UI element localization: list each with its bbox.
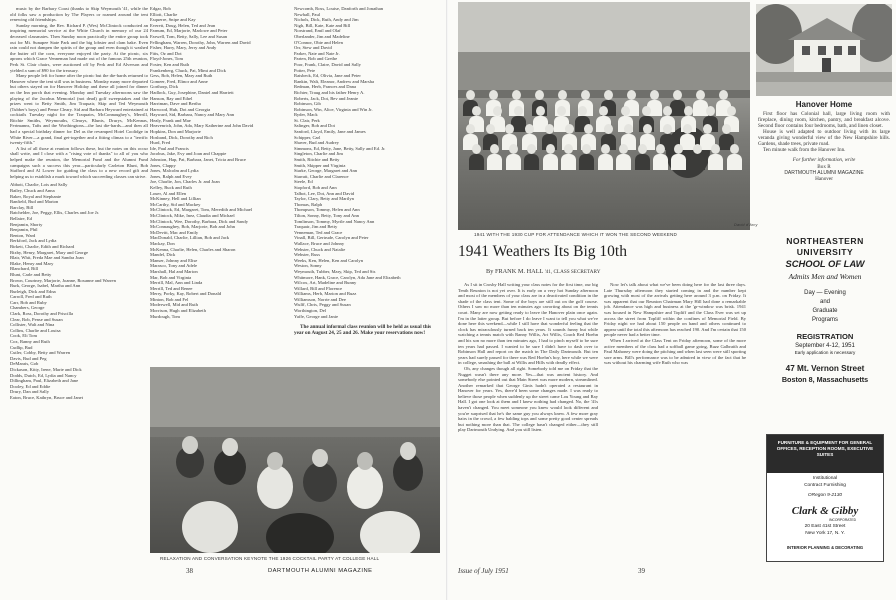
attendee-entry: Banfield, Bud and Marion	[10, 199, 59, 205]
cocktail-party-photo	[150, 367, 440, 553]
attendee-entry: Murdough, Tom	[150, 313, 180, 319]
hanover-home-photo	[756, 4, 892, 96]
attendee-entry: Salinger, Bob and Dot	[294, 123, 335, 129]
law-ad-schedule-3: Graduate	[812, 308, 838, 314]
person-body	[653, 154, 668, 170]
attendee-entry: Cutler, Cobby, Betty and Warren	[10, 350, 71, 356]
attendee-entry: Whitmore, Hank, Grace, Carolyn, Ada Jane and Elizabeth	[294, 274, 401, 280]
person-body	[561, 154, 576, 170]
attendee-entry: Merry, Porky, Kay, Robert and Donald	[150, 291, 222, 297]
person-head	[604, 124, 613, 134]
hanover-home-info: For further information, write	[792, 157, 856, 163]
person-head	[466, 124, 475, 134]
person-body	[487, 154, 502, 170]
class-photo-caption: 1941 WITH THE 1930 CUP FOR ATTENDANCE WHICH IT WON THE SECOND WEEKEND	[474, 232, 678, 237]
attendee-entry: Schipper, Carl	[294, 134, 321, 140]
attendee-entry: Merrill, Ted and Renee	[150, 285, 193, 291]
attendee-entry: Parker, Nate and Nate Jr.	[294, 50, 340, 56]
attendee-entry: Benjamin, Shorty	[10, 221, 43, 227]
attendee-entry: Cox, Ranny and Ruth	[10, 339, 50, 345]
person-head	[505, 124, 514, 134]
person-body	[708, 154, 723, 170]
attendee-entry: Hadlock, Guy, Josephine, Daniel and Harriett	[150, 89, 234, 95]
attendee-entry: Blunt, Carle and Betty	[10, 271, 52, 277]
attendee-entry: Richter, Traug and his father Henry A.	[294, 89, 365, 95]
attendee-entry: Marasco, Tony and Adele	[150, 263, 198, 269]
person-head	[730, 144, 739, 154]
person-head	[642, 106, 651, 116]
attendee-entry: Bellaire, Ed	[10, 215, 32, 221]
law-ad-tagline: Admits Men and Women	[788, 272, 862, 281]
article-column-1-text	[458, 282, 598, 433]
issue-date: Issue of July 1951	[458, 567, 509, 575]
person-head	[581, 90, 590, 100]
clark-ad-address-2: New York 17, N. Y.	[805, 531, 845, 536]
attendee-entry: Marshall, Hal and Marion	[150, 268, 198, 274]
attendee-entry: Frankenberg, Chuck, Pat, Mimi and Dick	[150, 67, 226, 73]
attendee-entry: Carroll, Fred and Ruth	[10, 294, 52, 300]
person-head	[512, 90, 521, 100]
law-ad-line-3: SCHOOL OF LAW	[785, 258, 865, 269]
person-head	[619, 144, 628, 154]
person-body	[727, 154, 742, 170]
class-group-photo	[458, 2, 750, 230]
person-head	[683, 124, 692, 134]
attendee-entry: Tomlinson, Tommy, Myrtle and Nancy Ann	[294, 218, 375, 224]
attendee-entry: McConnaughey, Bob, Marjorie, Bob and John	[150, 224, 235, 230]
attendee-entry: McKenna, Charlie, Helen, Charles and Sharon	[150, 246, 236, 252]
page-number-right: 39	[638, 567, 645, 575]
attendee-entry: Hayward, Sid, Barbara, Nancy and Mary Ann	[150, 112, 235, 118]
attendee-entry: Simmons, Ed, Betty, Jane, Betty, Sally and Ed. Jr.	[294, 145, 386, 151]
attendee-entry: Manser, Johnny and Elise	[150, 257, 198, 263]
person-head	[525, 124, 534, 134]
attendee-list-2	[150, 6, 290, 319]
attendee-entry: O'Connor, Obie and Helen	[294, 39, 343, 45]
attendee-entry: Gess, Bob, Helen, Mary and Ruth	[150, 73, 213, 79]
person-body	[506, 154, 521, 170]
person-body	[469, 154, 484, 170]
column-1	[10, 6, 148, 561]
hanover-home-box: Box R	[817, 164, 831, 170]
attendee-entry: McClintock, Wee, Dorothy, Barbara, Dick and Sandy	[150, 218, 248, 224]
attendee-entry: Harriman, Dave and Bertha	[150, 101, 201, 107]
article-column-2-paragraph: When I arrived at the Class Tent on Friday afternoon, some of the more active members of the class had a softball game going, Buzz Galbraith and Paul Mahoney were doing the pitching and when last seen were still sporting sore arms. Bill's performance was to be admired in view of the fact that he was without his charming wife Ruth who was	[604, 337, 746, 366]
column-1-paragraph: Many people left for home after the picnic but the die-hards returned to Hanover where the tent still was in business. Monday many more departed but others stayed on for Hanover Holiday and these all joined for dinner on the Inn porch that evening. Monday and Tuesday afternoons saw the playing of the Jacobus Memorial (not dead) golf sweepstakes and the prizes went to Betty Smith, Jim Traquair, Skip and Ted Weymouth (Tubber's boys) and Pense Cleary. Sid and Barbara Heyward entertained at cocktails Tuesday night for the Traquairs, McConnaughey's, Merrill, Ritchie Smiths, Weymouths, Clearys, Blunts, Drurys, McKennas, Fertmanns, Tafts and the Worthingtons—the last die-hards—and then all had a special birthday dinner for Del as the revamped Hotel Coolidge in White River—a grand, final get-together and a fitting climax to a "terrific twenty-fifth."	[10, 73, 148, 146]
attendee-entry: Webster, Russ	[294, 252, 320, 258]
attendee-entry: Jacobus, Jake, Evy and Joan and Chappie	[150, 151, 227, 157]
northeastern-law-ad	[758, 236, 892, 426]
hanover-home-text-1: First floor has Colonial hall, large living room with fireplace, dining room, kitchen, pantry, and breakfast alcove. Second floor contains four bedrooms, bath, and linen closet.	[758, 111, 890, 129]
attendee-entry: Traquair, Jim and Betty	[294, 224, 338, 230]
person-head	[663, 106, 672, 116]
person-head	[627, 90, 636, 100]
clark-ad-header	[767, 435, 883, 473]
clark-ad-logo-sub: INCORPORATED	[829, 518, 857, 522]
attendee-entry: Fitts, Oz and Dot	[150, 50, 182, 56]
attendee-entry: Johnston, Hap, Pat, Barbara, Janet, Tricia and Bruce	[150, 157, 246, 163]
attendee-entry: Venneman, Ted and Grace	[294, 229, 343, 235]
attendee-entry: Weymouth, Tubber, Mary, Skip, Ted and Sis	[294, 268, 376, 274]
byline-prefix: By	[486, 268, 494, 275]
attendee-entry: Brown, Courtney, Marjorie, Joanne, Roxanne and Warren	[10, 277, 116, 283]
law-ad-address-2: Boston 8, Massachusetts	[781, 375, 869, 384]
attendee-entry: Heavenrich, John, Ada, Mary Katherine and John David	[150, 123, 254, 129]
column-1-paragraph: A list of all those at reunion follows these, but the notes on this occur shall write, and I close with a "rising vote of thanks" to all of you who helped make the reunion, the Memorial Fund and the Alumni Fund campaigns such a success this year—particularly Carleton Blunt, Bob Stafford and Al Lower for guiding the class to a new record gift and helping us to establish a mark toward which succeeding classes can strive.	[10, 145, 148, 179]
attendee-entry: Hanson, Ray and Ethel	[150, 95, 193, 101]
attendee-entry: Barclay, Bill	[10, 204, 34, 210]
attendee-entry: Collins, Charlie and Louisa	[10, 327, 61, 333]
person-head	[601, 144, 610, 154]
article-column-1-paragraph: As I sit in Crosby Hall writing your class notes for the first time, our big Tenth Reunion is not yet over. It is early on a very hot Sunday afternoon and most of the members of your class are in a deactivated condition in the shade of the class tent. Some of the boys are still out on the golf course. Others I saw no more than ten minutes ago cavorting about on the tennis court. Many are now getting ready to leave the Hanover plain once again. I'm in the latter group. But before I do leave I want to tell you what we've done here this weekend—while I still have that wonderful feeling that the clock has miraculously turned back ten years. It sounds funny but while watching a tennis match with Ranny Willis, Art Willis, Coach Red Hoehn and his son no more than ten minutes ago, I had to pinch myself to be sure ten years had passed. I wanted to be sure I didn't have to dash over to Robinson Hall and report on the match in The Daily Dartmouth. But ten years had surely passed for there was Red Hoehn's boy, here while we were in college, smashing the ball at Willis and Hills with deadly effect.	[458, 282, 598, 366]
photo-figures	[150, 367, 440, 553]
attendee-entry: Carr, Bob and Ruby	[10, 299, 47, 305]
column-3	[294, 6, 438, 366]
attendee-entry: McDevitt, Mac and Emily	[150, 229, 199, 235]
law-ad-schedule-1: Day — Evening	[804, 290, 846, 296]
person-head	[673, 90, 682, 100]
article-column-2	[604, 282, 746, 494]
attendee-entry: Ide, Paul and Francis	[150, 145, 189, 151]
attendee-entry: Robinson, Gib	[294, 101, 321, 107]
attendee-entry: Worthington, Del	[294, 308, 327, 314]
person-head	[546, 144, 555, 154]
attendee-entry: Clear, Bob, Pense and Susan	[10, 316, 63, 322]
attendee-entry: Wulff, Chris, Peggy and Susan	[294, 302, 351, 308]
attendee-entry: Burleigh, Dick and Edna	[10, 288, 56, 294]
law-ad-address-1: 47 Mt. Vernon Street	[785, 364, 865, 373]
attendee-entry: Edgar, Bob	[150, 6, 171, 11]
right-page	[448, 0, 896, 600]
attendee-entry: Esquerre, Snipe and Kay	[150, 17, 196, 23]
person-body	[635, 154, 650, 170]
law-ad-schedule-4: Programs	[811, 317, 838, 323]
clark-ad-address-1: 20 East 41st Street	[804, 524, 846, 529]
person-head	[565, 124, 574, 134]
attendee-entry: Hosband, Dick, Dorothy and Rich	[150, 134, 213, 140]
magazine-name-footer: DARTMOUTH ALUMNI MAGAZINE	[268, 568, 373, 574]
attendee-entry: Davis, Bud and Peg	[10, 355, 47, 361]
hanover-home-text-2: House is well adapted to outdoor living with its large veranda giving wonderful view of the New Hampshire hills. Gardens, shade trees, private road.	[758, 129, 890, 147]
attendee-entry: Merrill, Mal, Ann and Linda	[150, 280, 203, 286]
person-head	[535, 90, 544, 100]
person-head	[545, 124, 554, 134]
person-body	[670, 100, 685, 116]
attendee-entry: Poor, Frank, Claire, David and Sally	[294, 61, 361, 67]
issue-date-footer	[458, 567, 509, 575]
attendee-entry: St. Clair, Perk	[294, 117, 320, 123]
attendee-entry: Dodds, Dutch, Ed, Lydia and Nancy	[10, 372, 77, 378]
attendee-entry: MacDonald, Charlie, Lillian, Bob and Jack	[150, 235, 230, 241]
attendee-entry: Talbot, Lee, Dot, Ann and David	[294, 190, 355, 196]
reunion-notice: The annual informal class reunion will be held as usual this year on August 24, 25 and 26. Make your reservations now!	[294, 324, 432, 337]
person-head	[472, 144, 481, 154]
hanover-home-text-3: Ten minute walk from the Hanover Inn.	[763, 147, 846, 153]
cocktail-photo-caption: RELAXATION AND CONVERSATION KEYNOTE THE 1926 COCKTAIL PARTY AT COLLEGE HALL	[160, 556, 380, 561]
attendee-entry: Morrison, Hugh and Elizabeth	[150, 308, 206, 314]
attendee-entry: Floyd-Jones, Tom	[150, 56, 184, 62]
person-head	[663, 124, 672, 134]
person-head	[638, 144, 647, 154]
law-ad-line-2: UNIVERSITY	[796, 247, 854, 257]
person-head	[466, 90, 475, 100]
attendee-entry: Gomeer, Fred, Elinor and Anne	[150, 78, 208, 84]
attendee-entry: Orr, Stew and David	[294, 45, 332, 51]
attendee-entry: Webster, Chuck and Natalie	[294, 246, 346, 252]
column-1-text	[10, 6, 148, 179]
attendee-entry: McClintock, Ed, Margaret, Tom, Meredith and Michael	[150, 207, 253, 213]
attendee-entry: Wallace, Bruce and Johnny	[294, 240, 345, 246]
person-head	[650, 90, 659, 100]
column-1-paragraph: music by the Barbary Coast (thanks to Skip Weymouth '41, while the old folks saw a production by The Players or roamed around the tent renewing old friendships.	[10, 6, 148, 23]
attendee-entry: McCarthy, Sid and Mackey	[150, 201, 201, 207]
person-head	[486, 124, 495, 134]
attendee-entry: Batchelder, Joe, Peggy, Ellis, Charles and Joe Jr.	[10, 210, 100, 216]
attendee-entry: Fellingham, Warren, Dorothy, John, Warren and David	[150, 39, 251, 45]
person-head	[509, 144, 518, 154]
attendee-entry: Hopkins, Don and Marjorie	[150, 129, 201, 135]
attendee-list-1	[10, 182, 148, 400]
attendee-entry: Jones, Ralph and Evey	[150, 173, 192, 179]
person-head	[711, 144, 720, 154]
attendee-entry: Cook, Eli Tom	[10, 333, 38, 339]
attendee-entry: Yaffe, George and Janie	[294, 313, 339, 319]
attendee-entry: Baker, Royal and Stephanie	[10, 193, 62, 199]
attendee-entry: Tilton, Sonny, Betty, Tony and Ann	[294, 212, 359, 218]
attendee-entry: Starratt, Charlie and Clarence	[294, 173, 349, 179]
attendee-entry: Healy, Frank and Mae	[150, 117, 191, 123]
attendee-entry: Williamson, Norrie and Dee	[294, 296, 346, 302]
column-2	[150, 6, 290, 361]
attendee-entry: Bailey, Chuck and Anna	[10, 188, 55, 193]
column-1-paragraph: Sunday morning, the Rev. Richard P. (Wes) McClintock conducted an inspiring memorial service at the White Church in memory of our 24 deceased classmates. Then Sunday noon practically the entire group took out for Mt. Sunapee State Park and the big lobster and clam bake. Even rain could not dampen the spirits of the group and even though it washed the butter off the corn, everyone enjoyed the party. At the picnic, six aprons which Grace Venneman had made out of the famous 25th reunion, Perk St. Clair chairs, were auctioned off by Perk and Ed Alverson and yielded a sum of $90 for the treasury.	[10, 22, 148, 73]
person-body	[690, 154, 705, 170]
person-head	[558, 90, 567, 100]
attendee-entry: Vinall, Bill, Gertrude, Carolyn and Peter	[294, 235, 369, 241]
attendee-entry: Blair, Whit, Freda Mae and Sandra Joan	[10, 255, 84, 261]
attendee-entry: Harwood, Hub, Dot and Georgia	[150, 106, 211, 112]
attendee-entry: Jones, Malcolm and Lydia	[150, 168, 199, 174]
attendee-entry: Dillingham, Paul, Elizabeth and Jane	[10, 378, 79, 384]
attendee-entry: Redman, Herb, Frances and Dana	[294, 84, 356, 90]
person-head	[696, 90, 705, 100]
attendee-entry: Abbott, Charlie, Lois and Sally	[10, 182, 68, 188]
attendee-entry: Farwell, Tom, Betty, Sally, Lee and Susan	[150, 33, 228, 39]
attendee-entry: Chambers, George	[10, 305, 45, 311]
person-head	[472, 106, 481, 116]
attendee-entry: Cudlip, Bud	[10, 344, 33, 350]
law-ad-schedule-2: and	[819, 299, 830, 305]
crowd-heads	[458, 2, 750, 230]
page-number-left: 38	[186, 567, 193, 575]
article-column-1-paragraph: Oh, any changes though all right. Somebody told me on Friday that the Nugget wasn't there any more. Yes—that was ancient history. And somebody else pointed out that Main Street was more modern, streamlined. Another remarked that George Ginis hadn't operated a restaurant in Hanover for years. Yes, there'd been some changes made. I was ready to believe those people when suddenly up the street came Lou Young and Ray Hall. I got one look at them and I knew nothing had changed. No, the '41s haven't changed. You meet someone you knew would look different and you're surprised that he's the same guy you always knew. A few more gray hairs in the crowd, a few balding tops and some pretty good center spreads but nothing more than that. The college hasn't changed either—they still play Dartmouth Undying. And you still listen.	[458, 365, 598, 433]
attendee-entry: Norstrand, Emil and Olaf	[294, 28, 341, 34]
attendee-entry: Dickason, Kitty, Irene, Marie and Dick	[10, 367, 82, 372]
person-body	[598, 154, 613, 170]
attendee-entry: Wilcox, Art, Madeline and Bunny	[294, 280, 357, 286]
person-head	[489, 90, 498, 100]
attendee-entry: Shaver, Bud and Audrey	[294, 140, 339, 146]
attendee-entry: Jones, Clappy	[150, 162, 176, 168]
clark-ad-sub-1: Institutional	[812, 476, 838, 481]
attendee-entry: Farnum, Ed, Marjorie, Marlowe and Peter	[150, 28, 228, 34]
article-headline: 1941 Weathers Its Big 10th	[458, 243, 627, 260]
attendee-entry: Elliott, Charlie	[150, 11, 178, 17]
person-body	[671, 154, 686, 170]
person-head	[643, 124, 652, 134]
attendee-entry: Mandel, Dick	[150, 252, 176, 258]
attendee-entry: Oberlander, Jim and Madeline	[294, 33, 350, 39]
clark-ad-logo: Clark & Gibby	[791, 505, 859, 517]
hanover-home-city: Hanover	[815, 176, 833, 182]
clark-ad-footer: INTERIOR PLANNING & DECORATING	[786, 545, 864, 550]
hanover-home-description	[758, 111, 890, 182]
attendee-entry: Potter, Pete	[294, 67, 315, 73]
attendee-entry: Louer, Al and Ellen	[150, 190, 187, 196]
attendee-list-3	[294, 6, 438, 319]
law-ad-registration-note: Early application is necessary	[794, 350, 856, 355]
person-body	[616, 154, 631, 170]
attendee-entry: Burk, George, Isabel, Martha and Ann	[10, 283, 81, 289]
person-head	[490, 144, 499, 154]
hanover-home-title: Hanover Home	[795, 100, 853, 109]
person-head	[719, 90, 728, 100]
attendee-entry: DeMarais, Gob	[10, 361, 39, 367]
attendee-entry: Ryder, Mack	[294, 112, 318, 118]
attendee-entry: Sanford, Lloyd, Emily, Jane and James	[294, 129, 366, 135]
person-head	[674, 144, 683, 154]
person-head	[564, 144, 573, 154]
attendee-entry: Hurd, Fred	[150, 140, 171, 146]
hanover-home-magazine: DARTMOUTH ALUMNI MAGAZINE	[784, 170, 864, 176]
person-head	[706, 106, 715, 116]
attendee-entry: Smith, Ritchie and Betty	[294, 157, 340, 163]
attendee-entry: Stopford, Bob and Ann	[294, 185, 337, 190]
clark-ad-headline: FURNITURE & EQUIPMENT FOR GENERAL OFFICES, RECEPTION ROOMS, EXECUTIVE SUITES	[776, 440, 874, 457]
attendee-entry: Thomas, Ralph	[294, 201, 323, 207]
article-column-2-text	[604, 282, 746, 366]
attendee-entry: Rankin, Walt, Eleanor, Andrew and Marsha	[294, 78, 374, 84]
person-head	[621, 106, 630, 116]
person-body	[543, 154, 558, 170]
attendee-entry: Everett, Doug, Helen, Ted and Jean	[150, 22, 216, 28]
attendee-entry: Steele, Ed	[294, 179, 313, 185]
attendee-entry: Benjamin, Phil	[10, 227, 38, 233]
attendee-entry: Starke, George, Margaret and Ann	[294, 168, 358, 174]
clark-gibby-ad	[766, 434, 884, 562]
attendee-entry: Dooley, Ed and Eddie	[10, 383, 51, 389]
article-byline	[486, 268, 600, 275]
attendee-entry: Robinson, Win, Alice, Virginia and Win Jr.	[294, 106, 373, 112]
attendee-entry: Clark, Ross, Dorothy and Priscilla	[10, 311, 74, 317]
attendee-entry: Weeks, Ken, Helen, Ken and Carolyn	[294, 257, 364, 263]
attendee-entry: McClintock, Mike, Inez, Claudia and Michael	[150, 212, 235, 218]
photo-credit: David d'Arcy	[734, 223, 758, 227]
attendee-entry: McKinney, Hell and Lillian	[150, 196, 201, 202]
law-ad-registration-dates: September 4-12, 1951	[795, 343, 855, 349]
house-drawing	[756, 4, 892, 96]
law-ad-line-1: NORTHEASTERN	[786, 236, 864, 246]
attendee-entry: Kelley, Buck and Ruth	[150, 185, 192, 190]
attendee-entry: Nigh, Bill, Kate, Kate and Bill	[294, 22, 351, 28]
attendee-entry: Benton, Ward	[10, 232, 36, 238]
attendee-entry: Williams, Herb, Marion and Buzz	[294, 291, 357, 297]
attendee-entry: Gorthorp, Dick	[150, 84, 179, 90]
person-head	[624, 124, 633, 134]
attendee-entry: Joe, Charlie, Jon, Charles Jr. and Joan	[150, 179, 220, 185]
attendee-entry: Willard, Bill and Florence	[294, 285, 343, 291]
person-head	[582, 144, 591, 154]
byline-author: FRANK M. HALL	[494, 268, 544, 275]
attendee-entry: Newhall, Paul	[294, 11, 321, 17]
attendee-entry: Collister, Walt and Nina	[10, 322, 55, 328]
clark-ad-sub-2: Contract Furnishing	[804, 483, 846, 488]
attendee-entry: Birkett, Charlie, Edith and Richard	[10, 243, 75, 249]
law-ad-registration-title: REGISTRATION	[796, 332, 854, 341]
article-column-1	[458, 282, 598, 564]
person-head	[604, 90, 613, 100]
attendee-entry: Thompson, Tommy, Helen and Ann	[294, 207, 360, 213]
attendee-entry: Drury, Dan and Sally	[10, 389, 49, 395]
person-head	[684, 106, 693, 116]
person-body	[524, 154, 539, 170]
attendee-entry: Nichols, Dick, Ruth, Andy and Jim	[294, 17, 359, 23]
attendee-entry: Smith, Skipper and Virginia	[294, 162, 346, 168]
person-head	[722, 124, 731, 134]
person-head	[527, 144, 536, 154]
attendee-entry: Weston, Sonny	[294, 263, 322, 269]
person-head	[727, 106, 736, 116]
byline-title: '41, CLASS SECRETARY	[544, 269, 601, 275]
attendee-entry: Foster, Ken and Ruth	[150, 61, 190, 67]
attendee-entry: Taylor, Clary, Betty and Marilyn	[294, 196, 354, 202]
person-head	[557, 106, 566, 116]
attendee-entry: Blake, Henry and Mary	[10, 260, 54, 266]
attendee-entry: Newcomb, Ross, Louise, Danforth and Jonathan	[294, 6, 384, 11]
attendee-entry: Mar, Bob and Virginia	[150, 274, 192, 280]
attendee-entry: Mackay, Don	[150, 240, 175, 246]
attendee-entry: Singleton, Charlie and Jim	[294, 151, 343, 157]
person-body	[579, 154, 594, 170]
person-head	[693, 144, 702, 154]
attendee-entry: Parten, Bob and Grethe	[294, 56, 338, 62]
clark-ad-phone: ORegon 9-2130	[807, 493, 843, 498]
attendee-entry: Eaton, Bruce, Kathryn, Bruce and Janet	[10, 394, 83, 400]
attendee-entry: Moderwell, Mid and Ruth	[150, 302, 198, 308]
person-head	[584, 124, 593, 134]
person-head	[536, 106, 545, 116]
attendee-entry: Raisbeck, Ed, Olivia, Jane and Peter	[294, 73, 361, 79]
attendee-entry: Blanchard, Bill	[10, 266, 39, 272]
attendee-entry: Bixby, Henry, Margaret, Mary and George	[10, 249, 89, 255]
attendee-entry: Fisher, Harry, Mary, Jerry and Andy	[150, 45, 217, 51]
attendee-entry: Berkford, Jack and Lydia	[10, 238, 57, 244]
attendee-entry: Roberts, Jack, Dot, Bev and Jeanie	[294, 95, 359, 101]
person-head	[656, 144, 665, 154]
person-head	[703, 124, 712, 134]
article-column-2-paragraph: Now let's talk about what we've been doing here for the last three days. Late Thursday afternoon they started coming in and the number kept growing with most of the arrivals getting here around 3 p.m. on Friday. It was apparent that our Reunion Chairman Mary Hill had done a remarkable job. Attendance was high and business at the 'gr-window was brisk. 1941 was housed in New Hampshire and Topliff and the Class Ever was set up across the street from Topliff within the confines of Memorial Field. By Friday night we had about 150 people on hand and others continued to appear until the total this afternoon has reached 190. And I'm certain that 150 people never had a better time.	[604, 282, 746, 338]
attendee-entry: Minton, Bob and Fel	[150, 296, 189, 302]
